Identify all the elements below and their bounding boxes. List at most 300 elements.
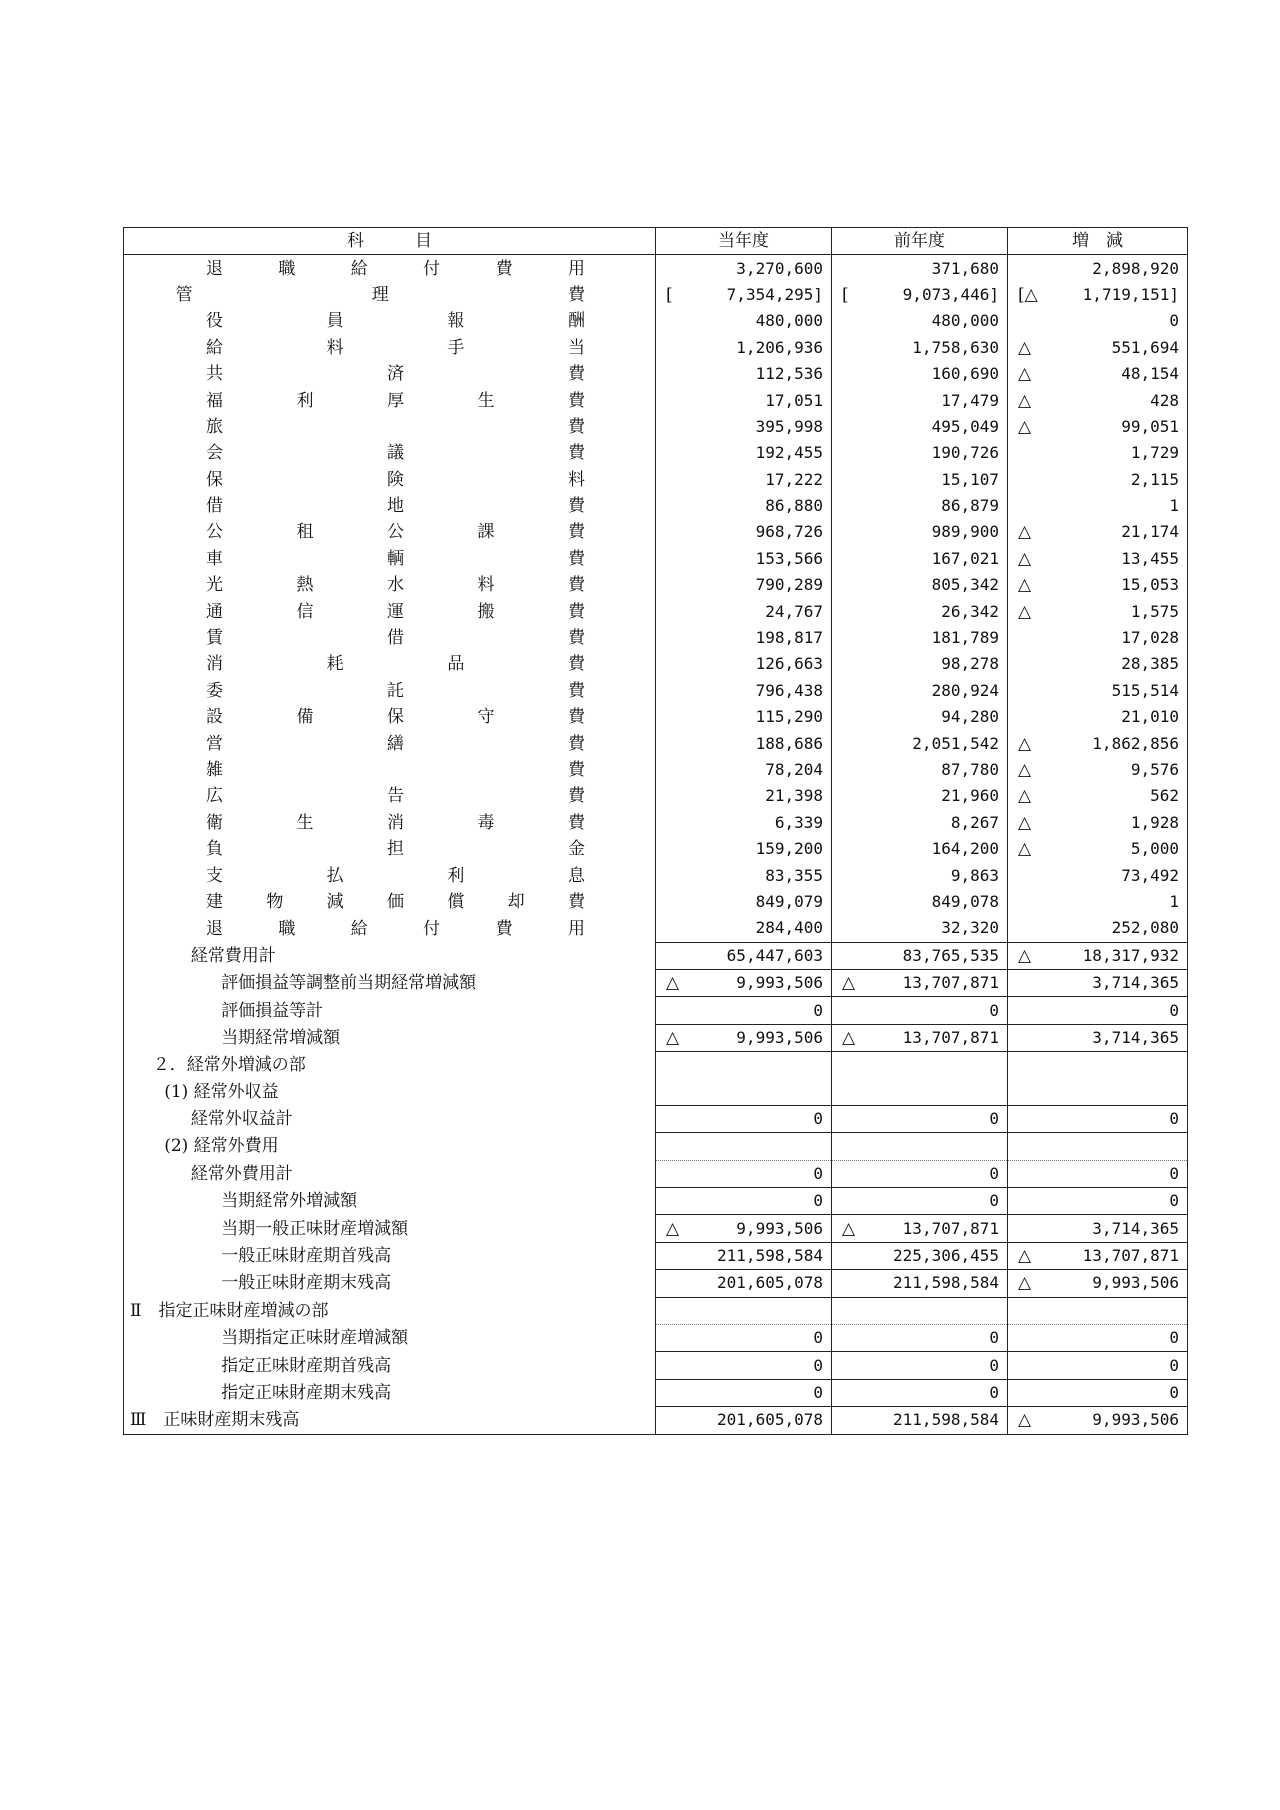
- row-change-cell: [1008, 889, 1188, 915]
- row-current-year-cell: [656, 997, 832, 1024]
- row-change-cell: [1008, 1105, 1188, 1132]
- row-previous-year-cell: [832, 1188, 1008, 1215]
- row-current-year-cell: [656, 862, 832, 888]
- row-subject-cell: [124, 282, 656, 308]
- row-current-year-cell: [656, 598, 832, 624]
- row-change-cell: [1008, 678, 1188, 704]
- table-row: [124, 915, 1188, 942]
- table-row: [124, 704, 1188, 730]
- row-current-year-cell: [656, 1079, 832, 1106]
- row-subject-cell: [124, 387, 656, 413]
- row-subject-label: 賃 借 費: [206, 628, 585, 649]
- row-current-year-cell: [656, 1270, 832, 1297]
- row-previous-year-cell: [832, 1297, 1008, 1324]
- row-current-year-cell: [656, 915, 832, 942]
- row-current-year-cell: [656, 1325, 832, 1352]
- row-change-value: 0: [1169, 1328, 1179, 1348]
- row-current-year-value: 9,993,506: [736, 973, 823, 993]
- table-row: [124, 836, 1188, 862]
- table-row: [124, 1133, 1188, 1160]
- row-previous-year-value: 1,758,630: [912, 337, 999, 357]
- row-current-year-value: 0: [813, 1163, 823, 1183]
- row-subject-cell: [124, 704, 656, 730]
- row-subject-label: 役 員 報 酬: [206, 311, 585, 332]
- header-current-year: 当年度: [656, 228, 832, 255]
- row-previous-year-value: 849,078: [931, 891, 999, 911]
- row-current-year-cell: [656, 282, 832, 308]
- row-current-year-cell: [656, 1133, 832, 1160]
- row-change-prefix: △: [1018, 364, 1032, 385]
- row-subject-cell: [124, 889, 656, 915]
- row-subject-cell: [124, 1052, 656, 1079]
- row-subject-label: 評価損益等調整前当期経常増減額: [221, 973, 477, 994]
- row-previous-year-value: 13,707,871: [902, 973, 999, 993]
- row-previous-year-cell: [832, 810, 1008, 836]
- row-subject-cell: [124, 678, 656, 704]
- row-current-year-cell: [656, 572, 832, 598]
- row-previous-year-cell: [832, 1133, 1008, 1160]
- row-current-year-prefix: △: [666, 1218, 680, 1239]
- row-change-prefix: △: [1018, 786, 1032, 807]
- row-current-year-value: 0: [813, 1382, 823, 1402]
- row-current-year-prefix: △: [666, 1027, 680, 1048]
- row-current-year-value: 211,598,584: [717, 1246, 823, 1266]
- table-row: [124, 255, 1188, 282]
- row-previous-year-cell: [832, 1352, 1008, 1379]
- row-previous-year-value: 15,107: [941, 469, 999, 489]
- row-current-year-value: 21,398: [765, 786, 823, 806]
- row-change-value: 0: [1169, 1355, 1179, 1375]
- row-previous-year-value: 371,680: [931, 258, 999, 278]
- row-change-cell: [1008, 1242, 1188, 1269]
- row-previous-year-cell: [832, 730, 1008, 756]
- row-subject-cell: [124, 572, 656, 598]
- table-row: [124, 942, 1188, 969]
- row-subject-label: 管 理 費: [175, 284, 585, 305]
- row-change-value: 2,115: [1130, 469, 1179, 489]
- table-row: [124, 1052, 1188, 1079]
- row-subject-cell: [124, 730, 656, 756]
- row-subject-label: 広 告 費: [206, 786, 585, 807]
- row-change-cell: [1008, 546, 1188, 572]
- row-current-year-cell: [656, 1024, 832, 1051]
- row-change-cell: [1008, 1325, 1188, 1352]
- row-subject-label: 光 熱 水 料 費: [206, 575, 585, 596]
- row-previous-year-prefix: △: [842, 1027, 856, 1048]
- row-current-year-value: 126,663: [755, 654, 823, 674]
- row-current-year-value: 0: [813, 1109, 823, 1129]
- row-previous-year-value: 13,707,871: [902, 1218, 999, 1238]
- row-subject-label: ２．経常外増減の部: [152, 1055, 306, 1076]
- row-previous-year-value: 190,726: [931, 443, 999, 463]
- row-previous-year-cell: [832, 1024, 1008, 1051]
- row-change-value: 0: [1169, 1191, 1179, 1211]
- row-change-cell: [1008, 1052, 1188, 1079]
- row-change-value: 252,080: [1111, 918, 1179, 938]
- row-change-cell: [1008, 730, 1188, 756]
- row-change-prefix: △: [1018, 1410, 1032, 1431]
- row-current-year-value: 17,222: [765, 469, 823, 489]
- row-previous-year-value: 94,280: [941, 707, 999, 727]
- row-previous-year-cell: [832, 1325, 1008, 1352]
- row-subject-label: 一般正味財産期首残高: [221, 1246, 392, 1267]
- row-change-prefix: △: [1018, 337, 1032, 358]
- row-change-value: 0: [1169, 311, 1179, 331]
- table-row: [124, 282, 1188, 308]
- row-change-cell: [1008, 1270, 1188, 1297]
- row-previous-year-cell: [832, 440, 1008, 466]
- row-current-year-cell: [656, 308, 832, 334]
- row-subject-label: 退 職 給 付 費 用: [206, 918, 585, 939]
- row-subject-cell: [124, 308, 656, 334]
- row-change-value: 3,714,365: [1092, 1218, 1179, 1238]
- row-subject-cell: [124, 862, 656, 888]
- row-subject-label: (2) 経常外費用: [164, 1136, 279, 1157]
- row-change-value: 17,028: [1121, 628, 1179, 648]
- row-change-value: 99,051: [1121, 416, 1179, 436]
- row-subject-label: 設 備 保 守 費: [206, 707, 585, 728]
- row-change-value: 73,492: [1121, 865, 1179, 885]
- row-change-value: 1,729: [1130, 443, 1179, 463]
- row-subject-label: Ⅲ 正味財産期末残高: [130, 1410, 300, 1431]
- row-previous-year-value: 26,342: [941, 601, 999, 621]
- row-previous-year-cell: [832, 836, 1008, 862]
- row-subject-cell: [124, 1379, 656, 1406]
- row-subject-label: 会 議 費: [206, 443, 585, 464]
- row-previous-year-cell: [832, 335, 1008, 361]
- row-current-year-value: 480,000: [755, 311, 823, 331]
- row-change-value: 13,455: [1121, 548, 1179, 568]
- row-subject-cell: [124, 1188, 656, 1215]
- row-current-year-cell: [656, 361, 832, 387]
- table-row: [124, 519, 1188, 545]
- row-subject-cell: [124, 1079, 656, 1106]
- row-subject-label: 保 険 料: [206, 469, 585, 490]
- row-current-year-cell: [656, 1352, 832, 1379]
- row-change-prefix: △: [1018, 812, 1032, 833]
- row-subject-cell: [124, 1133, 656, 1160]
- row-current-year-value: 78,204: [765, 760, 823, 779]
- header-previous-year: 前年度: [832, 228, 1008, 255]
- row-subject-label: 当期経常外増減額: [221, 1191, 358, 1212]
- row-current-year-cell: [656, 783, 832, 809]
- row-subject-label: 経常費用計: [190, 945, 276, 966]
- row-change-value: 1,928: [1130, 812, 1179, 832]
- row-current-year-value: 9,993,506: [736, 1027, 823, 1047]
- row-previous-year-prefix: △: [842, 1218, 856, 1239]
- row-subject-label: 建 物 減 価 償 却 費: [206, 891, 585, 912]
- row-change-value: 0: [1169, 1109, 1179, 1129]
- row-current-year-value: 1,206,936: [736, 337, 823, 357]
- row-change-value: 48,154: [1121, 364, 1179, 384]
- row-current-year-value: 201,605,078: [717, 1273, 823, 1293]
- statement-rows: [124, 255, 1188, 1434]
- row-previous-year-cell: [832, 651, 1008, 677]
- row-previous-year-value: 2,051,542: [912, 733, 999, 753]
- row-subject-cell: [124, 1352, 656, 1379]
- row-change-cell: [1008, 1024, 1188, 1051]
- row-change-value: 13,707,871: [1082, 1246, 1179, 1266]
- row-subject-cell: [124, 414, 656, 440]
- row-previous-year-cell: [832, 1160, 1008, 1187]
- row-change-cell: [1008, 361, 1188, 387]
- row-previous-year-value: 225,306,455: [893, 1246, 999, 1266]
- table-row: [124, 335, 1188, 361]
- table-row: [124, 889, 1188, 915]
- row-subject-cell: [124, 1325, 656, 1352]
- row-previous-year-value: 87,780: [941, 760, 999, 779]
- row-change-cell: [1008, 783, 1188, 809]
- table-row: [124, 1160, 1188, 1187]
- row-previous-year-cell: [832, 387, 1008, 413]
- row-subject-cell: [124, 467, 656, 493]
- row-change-value: 28,385: [1121, 654, 1179, 674]
- row-previous-year-value: 83,765,535: [902, 945, 999, 965]
- row-current-year-value: 3,270,600: [736, 258, 823, 278]
- row-previous-year-cell: [832, 546, 1008, 572]
- table-row: [124, 440, 1188, 466]
- row-previous-year-value: 0: [989, 1000, 999, 1020]
- table-row: [124, 678, 1188, 704]
- row-current-year-cell: [656, 969, 832, 996]
- row-change-prefix: △: [1018, 416, 1032, 437]
- row-subject-label: 委 託 費: [206, 680, 585, 701]
- row-previous-year-value: 0: [989, 1191, 999, 1211]
- row-current-year-value: 159,200: [755, 839, 823, 859]
- row-previous-year-cell: [832, 969, 1008, 996]
- row-subject-cell: [124, 440, 656, 466]
- row-change-prefix: △: [1018, 575, 1032, 596]
- row-subject-cell: [124, 1215, 656, 1242]
- table-row: [124, 598, 1188, 624]
- row-subject-cell: [124, 335, 656, 361]
- row-subject-label: 借 地 費: [206, 496, 585, 517]
- row-subject-label: 車 輌 費: [206, 548, 585, 569]
- row-change-cell: [1008, 757, 1188, 783]
- row-change-value: 3,714,365: [1092, 973, 1179, 993]
- row-subject-cell: [124, 1407, 656, 1434]
- row-subject-cell: [124, 651, 656, 677]
- row-previous-year-value: 0: [989, 1355, 999, 1375]
- row-subject-label: 福 利 厚 生 費: [206, 390, 585, 411]
- row-previous-year-value: 164,200: [931, 839, 999, 859]
- row-previous-year-cell: [832, 414, 1008, 440]
- row-change-cell: [1008, 969, 1188, 996]
- row-change-value: 1,575: [1130, 601, 1179, 621]
- row-subject-label: 経常外収益計: [190, 1109, 293, 1130]
- table-row: [124, 361, 1188, 387]
- row-change-value: 2,898,920: [1092, 258, 1179, 278]
- row-change-cell: [1008, 414, 1188, 440]
- table-row: [124, 1079, 1188, 1106]
- row-change-value: 18,317,932: [1082, 945, 1179, 965]
- row-subject-label: 共 済 費: [206, 364, 585, 385]
- row-subject-label: 指定正味財産期首残高: [221, 1355, 392, 1376]
- table-row: [124, 757, 1188, 783]
- row-subject-label: 負 担 金: [206, 839, 585, 860]
- row-previous-year-cell: [832, 997, 1008, 1024]
- row-previous-year-cell: [832, 467, 1008, 493]
- row-current-year-cell: [656, 255, 832, 282]
- row-previous-year-value: 86,879: [941, 496, 999, 516]
- row-current-year-value: 201,605,078: [717, 1410, 823, 1430]
- row-change-value: 428: [1150, 390, 1179, 410]
- row-subject-label: 消 耗 品 費: [206, 654, 585, 675]
- row-previous-year-value: 13,707,871: [902, 1027, 999, 1047]
- row-change-cell: [1008, 1133, 1188, 1160]
- row-change-value: 15,053: [1121, 575, 1179, 595]
- table-row: [124, 783, 1188, 809]
- row-change-value: 9,993,506: [1092, 1410, 1179, 1430]
- table-row: [124, 387, 1188, 413]
- row-subject-label: 当期経常増減額: [221, 1027, 341, 1048]
- row-current-year-value: 83,355: [765, 865, 823, 885]
- row-current-year-cell: [656, 757, 832, 783]
- row-previous-year-value: 0: [989, 1163, 999, 1183]
- table-row: [124, 730, 1188, 756]
- table-row: [124, 1024, 1188, 1051]
- table-row: [124, 810, 1188, 836]
- row-subject-label: 営 繕 費: [206, 733, 585, 754]
- row-change-cell: [1008, 915, 1188, 942]
- row-change-value: 3,714,365: [1092, 1027, 1179, 1047]
- row-change-cell: [1008, 651, 1188, 677]
- row-subject-cell: [124, 493, 656, 519]
- table-row: [124, 308, 1188, 334]
- row-change-cell: [1008, 308, 1188, 334]
- row-previous-year-value: 0: [989, 1328, 999, 1348]
- row-change-prefix: △: [1018, 760, 1032, 780]
- row-subject-cell: [124, 915, 656, 942]
- row-change-prefix: △: [1018, 601, 1032, 622]
- header-row: [124, 228, 1188, 255]
- row-subject-label: 旅 費: [206, 416, 585, 437]
- row-current-year-value: 849,079: [755, 891, 823, 911]
- row-subject-label: 指定正味財産期末残高: [221, 1382, 392, 1403]
- row-previous-year-cell: [832, 889, 1008, 915]
- row-previous-year-value: 495,049: [931, 416, 999, 436]
- row-current-year-cell: [656, 1105, 832, 1132]
- table-row: [124, 862, 1188, 888]
- row-previous-year-cell: [832, 942, 1008, 969]
- row-subject-cell: [124, 942, 656, 969]
- row-previous-year-prefix: [: [842, 284, 849, 305]
- row-change-value: 515,514: [1111, 680, 1179, 700]
- row-change-prefix: △: [1018, 733, 1032, 754]
- row-subject-label: 評価損益等計: [221, 1000, 324, 1021]
- row-change-cell: [1008, 997, 1188, 1024]
- row-previous-year-value: 211,598,584: [893, 1410, 999, 1430]
- row-subject-cell: [124, 1270, 656, 1297]
- row-current-year-cell: [656, 810, 832, 836]
- table-row: [124, 1407, 1188, 1434]
- row-subject-cell: [124, 810, 656, 836]
- table-row: [124, 493, 1188, 519]
- row-current-year-value: 24,767: [765, 601, 823, 621]
- row-current-year-value: 0: [813, 1191, 823, 1211]
- row-previous-year-cell: [832, 1379, 1008, 1406]
- row-subject-cell: [124, 969, 656, 996]
- row-change-cell: [1008, 1352, 1188, 1379]
- row-change-cell: [1008, 440, 1188, 466]
- row-current-year-value: 188,686: [755, 733, 823, 753]
- row-current-year-cell: [656, 704, 832, 730]
- row-current-year-value: 65,447,603: [726, 945, 823, 965]
- row-subject-cell: [124, 598, 656, 624]
- row-current-year-value: 17,051: [765, 390, 823, 410]
- row-subject-cell: [124, 1242, 656, 1269]
- row-subject-label: 衛 生 消 毒 費: [206, 812, 585, 833]
- row-subject-cell: [124, 757, 656, 783]
- row-current-year-cell: [656, 651, 832, 677]
- row-change-cell: [1008, 598, 1188, 624]
- row-change-cell: [1008, 387, 1188, 413]
- row-previous-year-value: 167,021: [931, 548, 999, 568]
- row-current-year-value: 86,880: [765, 496, 823, 516]
- row-previous-year-value: 280,924: [931, 680, 999, 700]
- table-row: [124, 414, 1188, 440]
- row-change-cell: [1008, 1297, 1188, 1324]
- row-previous-year-cell: [832, 678, 1008, 704]
- row-current-year-value: 790,289: [755, 575, 823, 595]
- row-current-year-value: 115,290: [755, 707, 823, 727]
- row-previous-year-cell: [832, 1407, 1008, 1434]
- row-change-cell: [1008, 519, 1188, 545]
- row-subject-cell: [124, 361, 656, 387]
- row-previous-year-cell: [832, 625, 1008, 651]
- row-subject-cell: [124, 546, 656, 572]
- row-change-value: 1: [1169, 496, 1179, 516]
- row-previous-year-value: 181,789: [931, 628, 999, 648]
- row-current-year-value: 7,354,295]: [726, 284, 823, 304]
- row-current-year-cell: [656, 1215, 832, 1242]
- row-previous-year-cell: [832, 1079, 1008, 1106]
- row-change-cell: [1008, 625, 1188, 651]
- row-current-year-value: 9,993,506: [736, 1218, 823, 1238]
- row-previous-year-value: 9,073,446]: [902, 284, 999, 304]
- row-current-year-cell: [656, 1297, 832, 1324]
- row-current-year-value: 0: [813, 1355, 823, 1375]
- row-subject-cell: [124, 1105, 656, 1132]
- row-change-prefix: △: [1018, 945, 1032, 966]
- row-subject-label: 当期指定正味財産増減額: [221, 1328, 409, 1349]
- row-current-year-cell: [656, 1160, 832, 1187]
- row-previous-year-cell: [832, 1242, 1008, 1269]
- row-current-year-cell: [656, 1188, 832, 1215]
- row-previous-year-value: 17,479: [941, 390, 999, 410]
- row-subject-cell: [124, 519, 656, 545]
- row-current-year-cell: [656, 414, 832, 440]
- row-subject-label: 一般正味財産期末残高: [221, 1273, 392, 1294]
- row-change-value: 21,174: [1121, 522, 1179, 542]
- row-current-year-cell: [656, 440, 832, 466]
- table-row: [124, 1297, 1188, 1324]
- row-change-cell: [1008, 282, 1188, 308]
- row-subject-cell: [124, 255, 656, 282]
- row-previous-year-value: 98,278: [941, 654, 999, 674]
- row-previous-year-cell: [832, 915, 1008, 942]
- table-row: [124, 997, 1188, 1024]
- row-previous-year-cell: [832, 783, 1008, 809]
- row-current-year-cell: [656, 1242, 832, 1269]
- row-subject-label: 雑 費: [206, 760, 585, 780]
- row-change-value: 9,993,506: [1092, 1273, 1179, 1293]
- row-subject-cell: [124, 625, 656, 651]
- table-row: [124, 1242, 1188, 1269]
- row-change-value: 562: [1150, 786, 1179, 806]
- row-current-year-cell: [656, 467, 832, 493]
- row-current-year-value: 968,726: [755, 522, 823, 542]
